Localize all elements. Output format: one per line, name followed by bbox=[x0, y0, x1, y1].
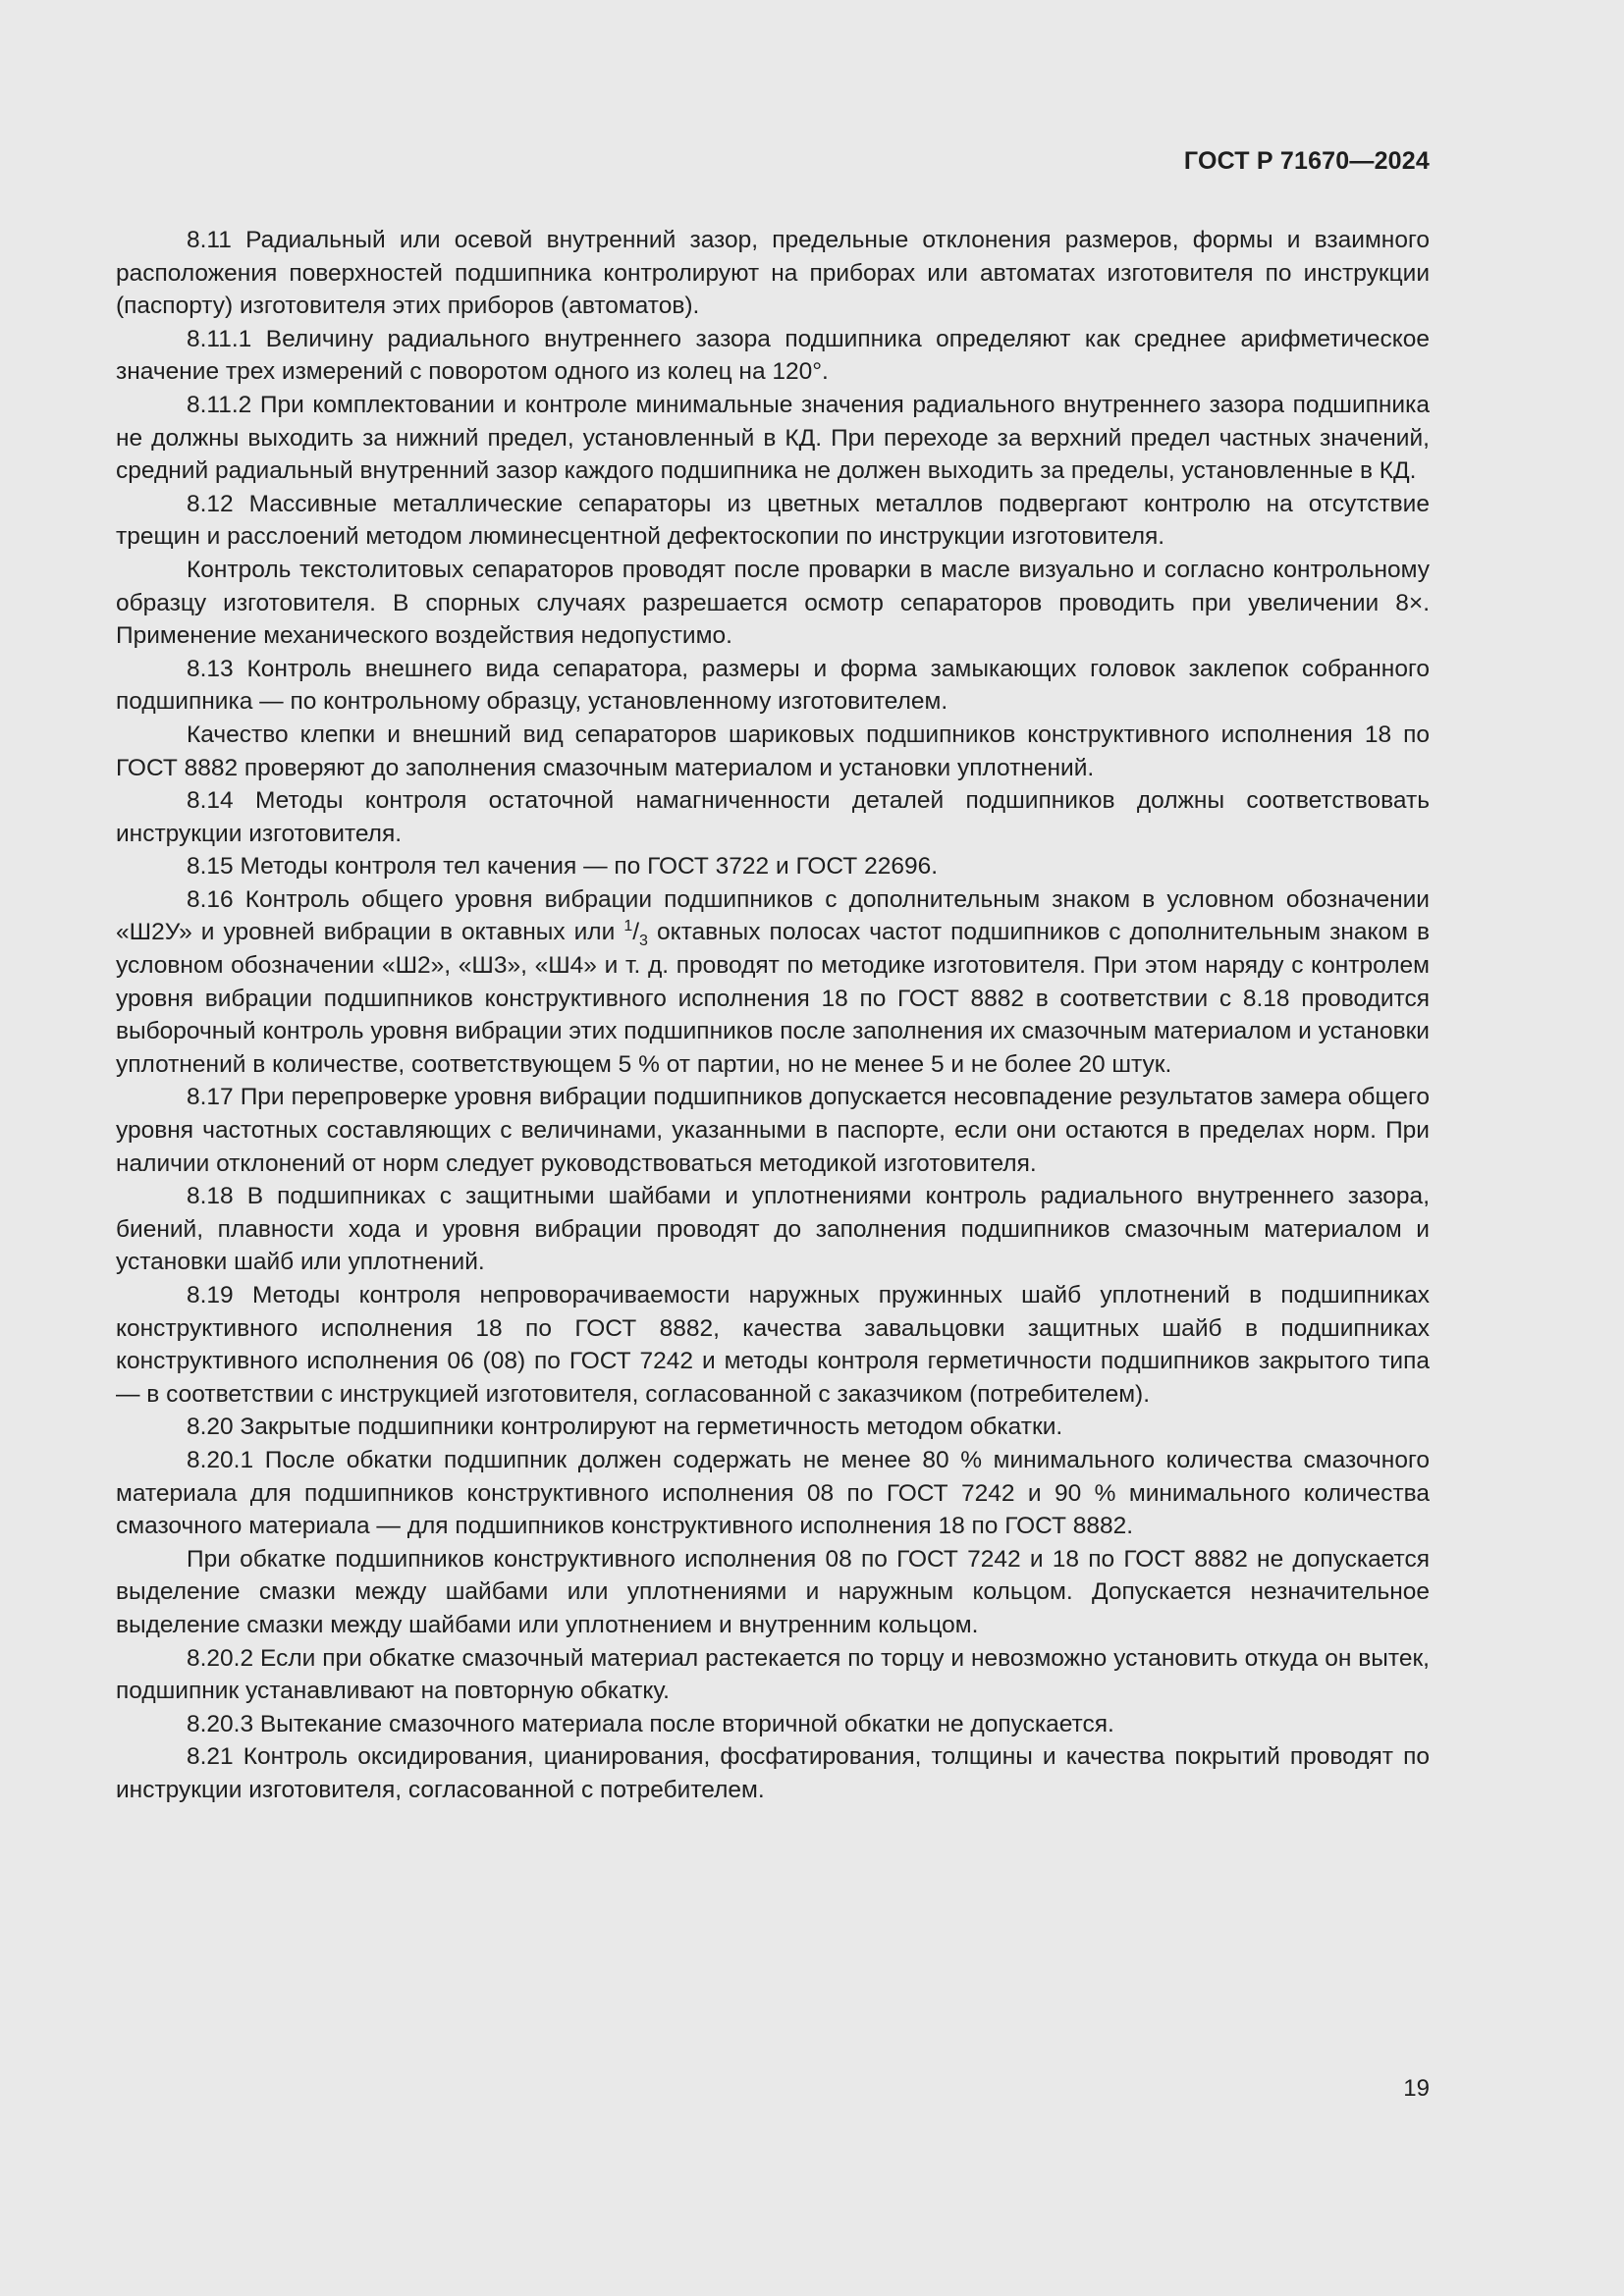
paragraph-8-16-end: октавных полосах частот подшипников с дополнительным знаком в условном обозначении «Ш2», «Ш3», «Ш4» и т. д. проводят по методике изготовителя. При этом наряду с контролем уровня вибрации подшипников конструктивного исполнения 18 по ГОСТ 8882 в соответствии с 8.18 проводится выборочный контроль уровня вибрации этих подшипников после заполнения их смазочным материалом и установки уплотнений в количестве, соответствующем 5 % от партии, но не менее 5 и не более 20 штук. bbox=[116, 919, 1430, 1078]
paragraph-8-11: 8.11 Радиальный или осевой внутренний зазор, предельные отклонения размеров, формы и взаимного расположения поверхностей подшипника контролируют на приборах или автоматах изготовителя по инструкции (паспорту) изготовителя этих приборов (автоматов). bbox=[116, 227, 1430, 320]
fraction-numerator: 1 bbox=[623, 918, 633, 935]
paragraph-8-14: 8.14 Методы контроля остаточной намагниченности деталей подшипников должны соответствовать инструкции изготовителя. bbox=[116, 787, 1430, 847]
page-number: 19 bbox=[1403, 2075, 1430, 2102]
paragraph-8-20-1-rolling: При обкатке подшипников конструктивного исполнения 08 по ГОСТ 7242 и 18 по ГОСТ 8882 не допускается выделение смазки между шайбами или уплотнениями и наружным кольцом. Допускается незначительное выделение смазки между шайбами или уплотнением и внутренним кольцом. bbox=[116, 1545, 1430, 1638]
fraction-one-third bbox=[623, 918, 648, 950]
paragraph-8-16 bbox=[116, 883, 1430, 1082]
paragraph-8-12: 8.12 Массивные металлические сепараторы из цветных металлов подвергают контролю на отсутствие трещин и расслоений методом люминесцентной дефектоскопии по инструкции изготовителя. bbox=[116, 490, 1430, 551]
paragraph-8-20-3: 8.20.3 Вытекание смазочного материала после вторичной обкатки не допускается. bbox=[187, 1710, 1114, 1737]
paragraph-8-21: 8.21 Контроль оксидирования, цианирования, фосфатирования, толщины и качества покрытий проводят по инструкции изготовителя, согласованной с потребителем. bbox=[116, 1743, 1430, 1803]
paragraph-8-20-1: 8.20.1 После обкатки подшипник должен содержать не менее 80 % минимального количества смазочного материала для подшипников конструктивного исполнения 08 по ГОСТ 7242 и 90 % минимального количества смазочного материала — для подшипников конструктивного исполнения 18 по ГОСТ 8882. bbox=[116, 1446, 1430, 1540]
paragraph-8-13: 8.13 Контроль внешнего вида сепаратора, размеры и форма замыкающих головок заклепок собранного подшипника — по контрольному образцу, установленному изготовителем. bbox=[116, 655, 1430, 716]
fraction-denominator: 3 bbox=[639, 933, 648, 950]
paragraph-8-16-start: 8.16 Контроль общего уровня вибрации подшипников с дополнительным знаком в условном обозначении «Ш2У» и уровней вибрации в октавных или bbox=[116, 885, 1430, 946]
paragraph-8-20: 8.20 Закрытые подшипники контролируют на герметичность методом обкатки. bbox=[187, 1414, 1063, 1441]
paragraph-8-13-riveting: Качество клепки и внешний вид сепараторов шариковых подшипников конструктивного исполнения 18 по ГОСТ 8882 проверяют до заполнения смазочным материалом и установки уплотнений. bbox=[116, 721, 1430, 781]
paragraph-8-12-textolite: Контроль текстолитовых сепараторов проводят после проварки в масле визуально и согласно контрольному образцу изготовителя. В спорных случаях разрешается осмотр сепараторов проводить при увеличении 8×. Применение механического воздействия недопустимо. bbox=[116, 556, 1430, 650]
document-body bbox=[116, 224, 1430, 1807]
paragraph-8-11-2: 8.11.2 При комплектовании и контроле минимальные значения радиального внутреннего зазора подшипника не должны выходить за нижний предел, установленный в КД. При переходе за верхний предел частных значений, средний радиальный внутренний зазор каждого подшипника не должен выходить за пределы, установленные в КД. bbox=[116, 391, 1430, 485]
paragraph-8-17: 8.17 При перепроверке уровня вибрации подшипников допускается несовпадение результатов замера общего уровня частотных составляющих с величинами, указанными в паспорте, если они остаются в пределах норм. При наличии отклонений от норм следует руководствоваться методикой изготовителя. bbox=[116, 1084, 1430, 1177]
document-header: ГОСТ Р 71670—2024 bbox=[1183, 147, 1430, 175]
paragraph-8-15: 8.15 Методы контроля тел качения — по ГОСТ 3722 и ГОСТ 22696. bbox=[187, 853, 939, 881]
paragraph-8-18: 8.18 В подшипниках с защитными шайбами и уплотнениями контроль радиального внутреннего зазора, биений, плавности хода и уровня вибрации проводят до заполнения подшипников смазочным материалом и установки шайб или уплотнений. bbox=[116, 1183, 1430, 1276]
fraction-slash: / bbox=[632, 919, 640, 946]
paragraph-8-19: 8.19 Методы контроля непроворачиваемости наружных пружинных шайб уплотнений в подшипниках конструктивного исполнения 18 по ГОСТ 8882, качества завальцовки защитных шайб в подшипниках конструктивного исполнения 06 (08) по ГОСТ 7242 и методы контроля герметичности подшипников закрытого типа — в соответствии с инструкцией изготовителя, согласованной с заказчиком (потребителем). bbox=[116, 1282, 1430, 1408]
paragraph-8-11-1: 8.11.1 Величину радиального внутреннего зазора подшипника определяют как среднее арифметическое значение трех измерений с поворотом одного из колец на 120°. bbox=[116, 325, 1430, 386]
paragraph-8-20-2: 8.20.2 Если при обкатке смазочный материал растекается по торцу и невозможно установить откуда он вытек, подшипник устанавливают на повторную обкатку. bbox=[116, 1644, 1430, 1705]
